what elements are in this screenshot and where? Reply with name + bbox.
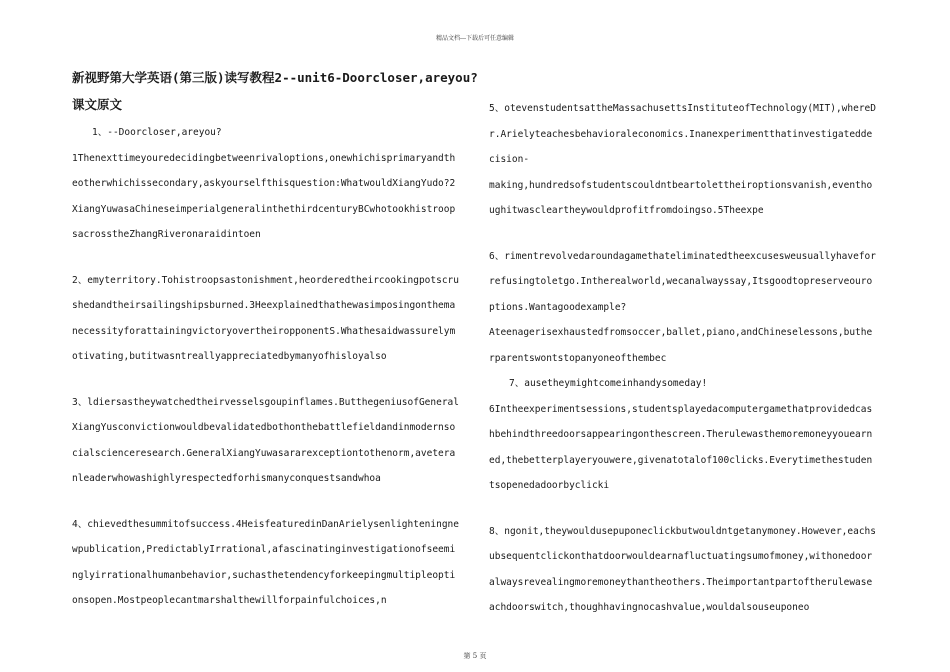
paragraph: 6、rimentrevolvedaroundagamethateliminatedtheexcusesweusuallyhaveforrefusingtoletgo.Intherealworld,wecanalwayssay,Itsgoodtopreserveouroptions.Wantagoodexample? bbox=[489, 250, 876, 313]
paragraph: 5、otevenstudentsattheMassachusettsInstituteofTechnology(MIT),whereDr.Arielyteachesbehavioraleconomics.Inanexperimentthatinvestigateddecision- bbox=[489, 103, 876, 165]
paragraph: 2、emyterritory.Tohistroopsastonishment,heorderedtheircookingpotscrushedandtheirsailingshipsburned.3HeexplainedthathewasimposingonthemanecessityforattainingvictoryovertheiropponentS.Whathesaidwassurelymotivating,butitwasntreallyappreciatedbymanyofhisloyalso bbox=[72, 274, 459, 362]
paragraph: 1Thenexttimeyouredecidingbetweenrivaloptions,onewhichisprimaryandtheotherwhichissecondary,askyourselfthisquestion:WhatwouldXiangYudo?2XiangYuwasaChineseimperialgeneralinthethirdcenturyBCwhotookhistroopsacrosstheZhangRiveronaraidintoen bbox=[72, 152, 456, 240]
paragraph: 4、chievedthesummitofsuccess.4HeisfeaturedinDanArielysenlighteningnewpublication,PredictablyIrrational,afascinatinginvestigationofseeminglyirrationalhumanbehavior,suchasthetendencyforkeepingmultipleoptionsopen.Mostpeoplecantmarshalthewillforpainfulchoices,n bbox=[72, 518, 459, 606]
left-column bbox=[72, 120, 460, 614]
paragraph: 3、ldiersastheywatchedtheirvesselsgoupinflames.ButthegeniusofGeneralXiangYusconvictionwouldbevalidatedbothonthebattlefieldandinmodernsocialscienceresearch.GeneralXiangYuwasararexceptiontothenorm,aveteranleaderwhowashighlyrespectedforhismanyconquestsandwhoa bbox=[72, 396, 459, 484]
right-column bbox=[489, 96, 877, 621]
paragraph: Ateenagerisexhaustedfromsoccer,ballet,piano,andChineselessons,butherparentswontstopanyoneofthembec bbox=[489, 327, 873, 364]
document-title: 新视野第大学英语(第三版)读写教程2--unit6-Doorcloser,areyou? bbox=[72, 70, 478, 85]
paragraph: 6Intheexperimentsessions,studentsplayedacomputergamethatprovidedcashbehindthreedoorsappearingonthescreen.Therulewasthemoremoneyyouearned,thebetterplayeryouwere,givenatotalof100clicks.Everytimethestudentsopenedadoorbyclicki bbox=[489, 403, 873, 491]
page-number: 第 5 页 bbox=[463, 652, 487, 660]
paragraph: 7、ausetheymightcomeinhandysomeday! bbox=[509, 378, 708, 389]
paragraph: 8、ngonit,theywouldusepuponeclickbutwouldntgetanymoney.However,eachsubsequentclickonthatdoorwouldearnafluctuatingsumofmoney,withonedooralwaysrevealingmoremoneythantheothers.Theimportantpartoftherulewaseachdoorswitch,thoughhavingnocashvalue,wouldalsouseuponeo bbox=[489, 525, 876, 613]
section-heading: 课文原文 bbox=[72, 97, 123, 112]
page-header: 精品文档---下载后可任意编辑 bbox=[435, 35, 515, 42]
paragraph: 1、--Doorcloser,areyou? bbox=[92, 127, 222, 138]
paragraph: making,hundredsofstudentscouldntbeartolettheiroptionsvanish,eventhoughitwascleartheywouldprofitfromdoingso.5Theexpe bbox=[489, 179, 873, 216]
